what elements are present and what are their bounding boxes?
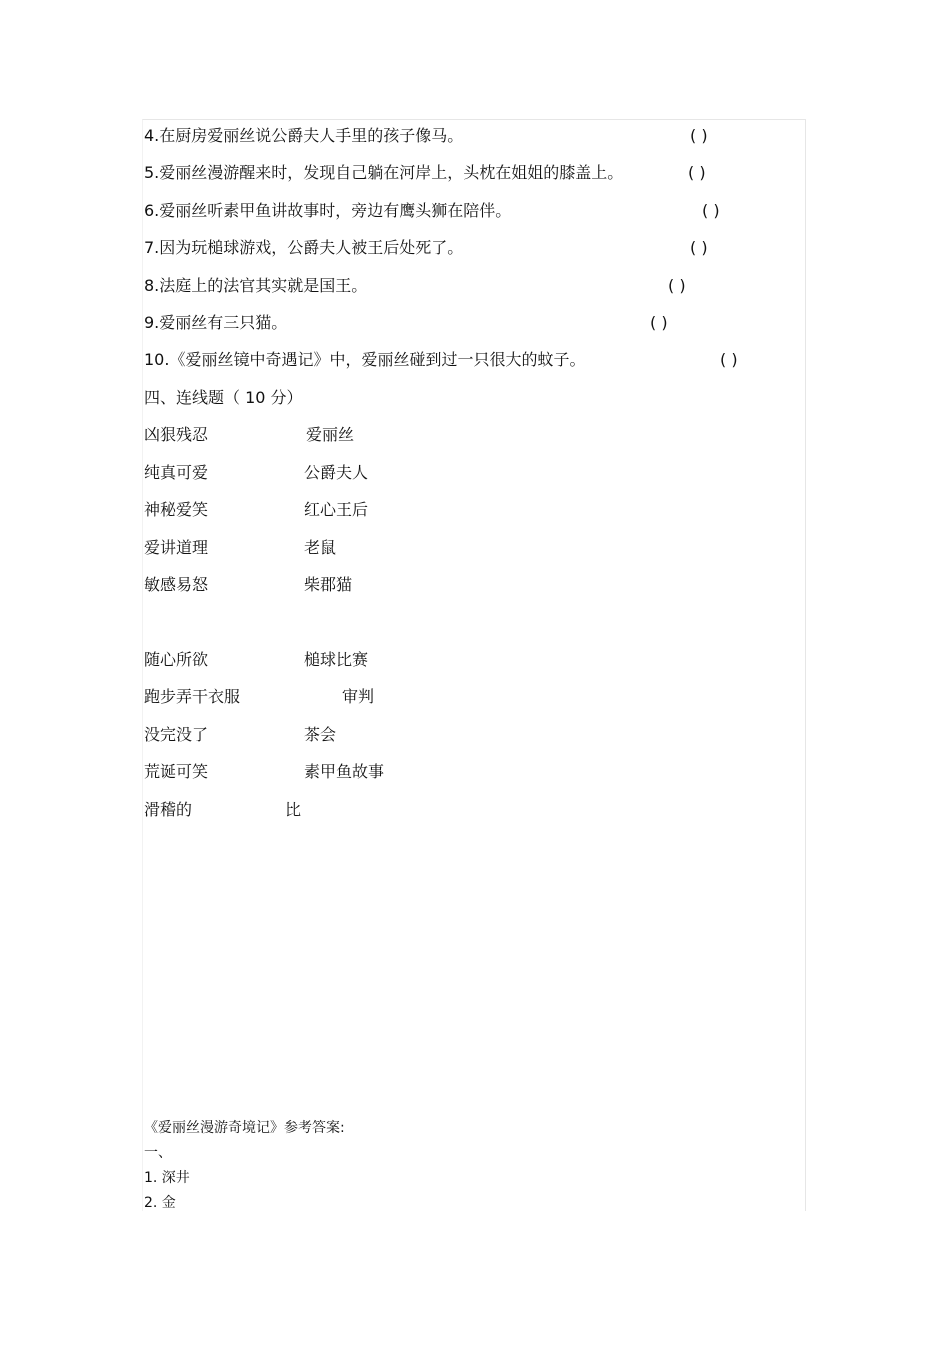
- match-left-item: 滑稽的: [144, 800, 193, 819]
- match-left-item: 跑步弄干衣服: [144, 687, 241, 706]
- match-right-item: 公爵夫人: [304, 463, 369, 482]
- match-right-item: 槌球比赛: [304, 650, 369, 669]
- match-left-item: 纯真可爱: [144, 463, 209, 482]
- answer-blank-9[interactable]: ( ): [650, 313, 668, 332]
- match-left-item: 凶狠残忍: [144, 425, 209, 444]
- section-title: 四、连线题（ 10 分）: [144, 388, 303, 407]
- match-left-item: 神秘爱笑: [144, 500, 209, 519]
- question-10: 10.《爱丽丝镜中奇遇记》中，爱丽丝碰到过一只很大的蚊子。: [144, 350, 586, 369]
- answers-title: 《爱丽丝漫游奇境记》参考答案:: [144, 1120, 345, 1136]
- question-4: 4.在厨房爱丽丝说公爵夫人手里的孩子像马。: [144, 126, 464, 145]
- match-right-item: 比: [285, 800, 302, 819]
- question-9: 9.爱丽丝有三只猫。: [144, 313, 288, 332]
- answer-blank-8[interactable]: ( ): [668, 276, 686, 295]
- answer-item: 2. 金: [144, 1195, 176, 1211]
- match-left-item: 敏感易怒: [144, 575, 209, 594]
- answers-section: 一、: [144, 1145, 172, 1161]
- answer-blank-7[interactable]: ( ): [690, 238, 708, 257]
- match-right-item: 茶会: [304, 725, 337, 744]
- answer-item: 1. 深井: [144, 1170, 190, 1186]
- match-left-item: 荒诞可笑: [144, 762, 209, 781]
- answer-blank-5[interactable]: ( ): [688, 163, 706, 182]
- match-left-item: 没完没了: [144, 725, 209, 744]
- question-6: 6.爱丽丝听素甲鱼讲故事时，旁边有鹰头狮在陪伴。: [144, 201, 512, 220]
- match-right-item: 老鼠: [304, 538, 337, 557]
- match-right-item: 审判: [342, 687, 375, 706]
- match-right-item: 素甲鱼故事: [304, 762, 385, 781]
- answer-blank-4[interactable]: ( ): [690, 126, 708, 145]
- question-7: 7.因为玩槌球游戏，公爵夫人被王后处死了。: [144, 238, 464, 257]
- match-right-item: 柴郡猫: [304, 575, 353, 594]
- match-left-item: 爱讲道理: [144, 538, 209, 557]
- question-5: 5.爱丽丝漫游醒来时，发现自己躺在河岸上，头枕在姐姐的膝盖上。: [144, 163, 624, 182]
- match-left-item: 随心所欲: [144, 650, 209, 669]
- match-right-item: 爱丽丝: [306, 425, 355, 444]
- answer-blank-10[interactable]: ( ): [720, 350, 738, 369]
- match-right-item: 红心王后: [304, 500, 369, 519]
- question-8: 8.法庭上的法官其实就是国王。: [144, 276, 368, 295]
- answer-blank-6[interactable]: ( ): [702, 201, 720, 220]
